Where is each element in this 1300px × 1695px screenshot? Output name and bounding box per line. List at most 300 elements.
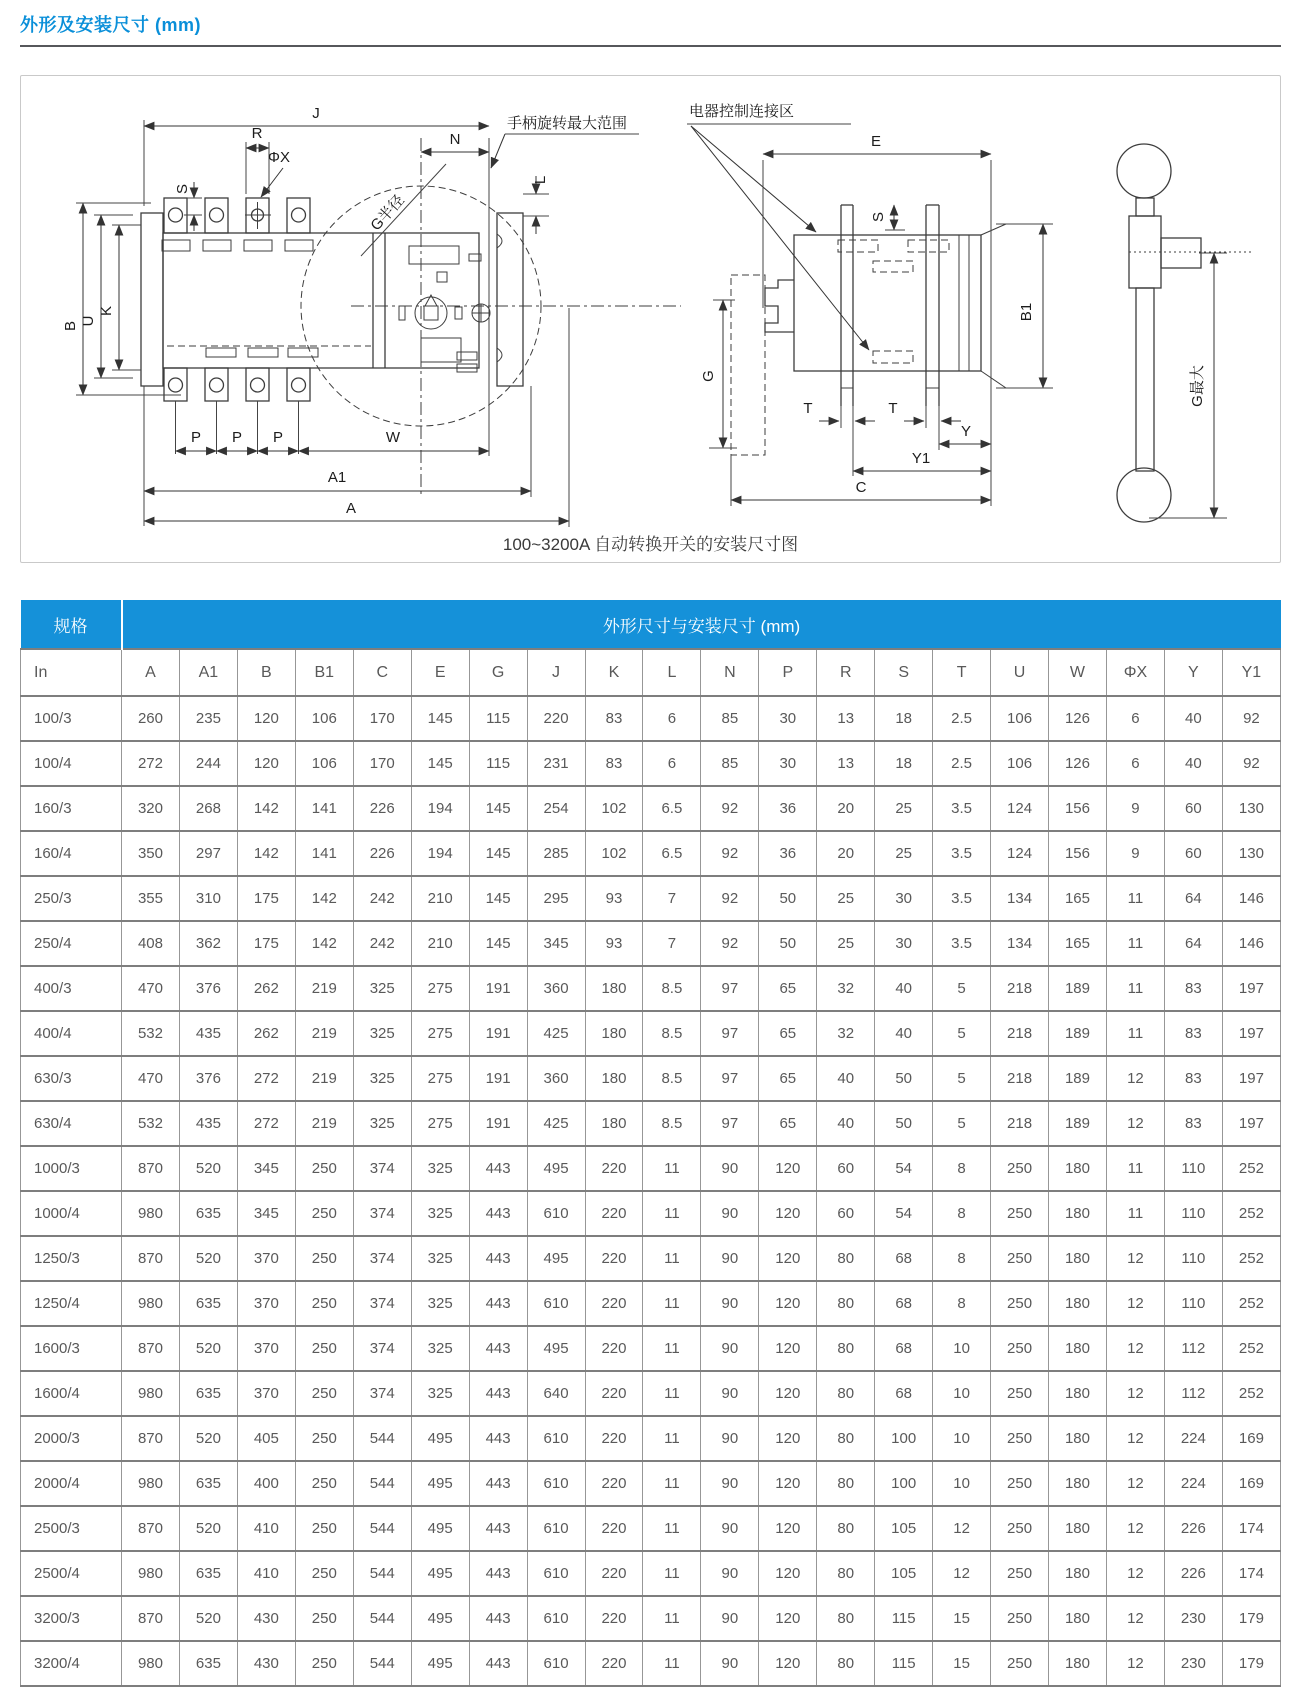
value-cell: 250	[991, 1641, 1049, 1686]
control-area-label: 电器控制连接区	[689, 103, 795, 120]
value-cell: 425	[527, 1101, 585, 1146]
value-cell: 345	[527, 921, 585, 966]
value-cell: 106	[991, 741, 1049, 786]
value-cell: 635	[179, 1371, 237, 1416]
value-cell: 112	[1164, 1326, 1222, 1371]
table-row	[21, 831, 1281, 876]
table-row	[21, 876, 1281, 921]
value-cell: 142	[237, 831, 295, 876]
value-cell: 520	[179, 1506, 237, 1551]
dimensions-table	[20, 600, 1281, 1687]
value-cell: 191	[469, 1056, 527, 1101]
column-header: C	[353, 649, 411, 696]
value-cell: 12	[1106, 1596, 1164, 1641]
value-cell: 50	[875, 1101, 933, 1146]
value-cell: 50	[759, 921, 817, 966]
value-cell: 11	[1106, 921, 1164, 966]
value-cell: 220	[527, 696, 585, 741]
value-cell: 68	[875, 1281, 933, 1326]
table-row	[21, 1146, 1281, 1191]
spec-cell: 1000/3	[21, 1146, 122, 1191]
value-cell: 180	[585, 1011, 643, 1056]
value-cell: 197	[1222, 1011, 1280, 1056]
value-cell: 180	[585, 1101, 643, 1146]
dim-label-l: L	[532, 175, 549, 185]
value-cell: 226	[353, 831, 411, 876]
value-cell: 40	[1164, 696, 1222, 741]
dim-label-g: G	[700, 370, 717, 382]
value-cell: 106	[295, 696, 353, 741]
column-header: S	[875, 649, 933, 696]
dim-label-t2: T	[888, 400, 898, 417]
table-row	[21, 966, 1281, 1011]
value-cell: 11	[1106, 1146, 1164, 1191]
value-cell: 156	[1049, 831, 1107, 876]
value-cell: 174	[1222, 1506, 1280, 1551]
value-cell: 5	[933, 966, 991, 1011]
value-cell: 2.5	[933, 741, 991, 786]
value-cell: 11	[1106, 1011, 1164, 1056]
column-header: K	[585, 649, 643, 696]
value-cell: 242	[353, 876, 411, 921]
value-cell: 102	[585, 831, 643, 876]
dim-label-r: R	[251, 125, 263, 142]
value-cell: 180	[1049, 1326, 1107, 1371]
value-cell: 230	[1164, 1596, 1222, 1641]
dim-label-a1: A1	[327, 469, 347, 486]
spec-cell: 3200/4	[21, 1641, 122, 1686]
value-cell: 210	[411, 876, 469, 921]
value-cell: 220	[585, 1461, 643, 1506]
value-cell: 97	[701, 1101, 759, 1146]
value-cell: 310	[179, 876, 237, 921]
dim-label-t1: T	[803, 400, 813, 417]
dim-label-s-side: S	[870, 211, 887, 223]
spec-cell: 2000/4	[21, 1461, 122, 1506]
value-cell: 145	[411, 696, 469, 741]
value-cell: 8.5	[643, 1101, 701, 1146]
value-cell: 65	[759, 1101, 817, 1146]
value-cell: 13	[817, 696, 875, 741]
value-cell: 220	[585, 1551, 643, 1596]
value-cell: 110	[1164, 1236, 1222, 1281]
column-header: B1	[295, 649, 353, 696]
value-cell: 374	[353, 1191, 411, 1236]
handle-view	[1117, 144, 1251, 522]
column-header: ΦX	[1106, 649, 1164, 696]
diagram-panel	[20, 75, 1281, 563]
value-cell: 25	[875, 831, 933, 876]
value-cell: 80	[817, 1461, 875, 1506]
value-cell: 2.5	[933, 696, 991, 741]
value-cell: 15	[933, 1641, 991, 1686]
value-cell: 120	[759, 1371, 817, 1416]
value-cell: 54	[875, 1146, 933, 1191]
value-cell: 250	[991, 1236, 1049, 1281]
value-cell: 180	[1049, 1506, 1107, 1551]
value-cell: 350	[122, 831, 180, 876]
value-cell: 242	[353, 921, 411, 966]
spec-cell: 100/4	[21, 741, 122, 786]
value-cell: 443	[469, 1191, 527, 1236]
value-cell: 220	[585, 1596, 643, 1641]
value-cell: 495	[527, 1146, 585, 1191]
value-cell: 106	[295, 741, 353, 786]
value-cell: 170	[353, 696, 411, 741]
value-cell: 142	[295, 921, 353, 966]
page-title: 外形及安装尺寸 (mm)	[20, 15, 201, 35]
value-cell: 635	[179, 1551, 237, 1596]
spec-cell: 160/4	[21, 831, 122, 876]
value-cell: 250	[295, 1326, 353, 1371]
value-cell: 297	[179, 831, 237, 876]
value-cell: 8	[933, 1146, 991, 1191]
value-cell: 250	[991, 1506, 1049, 1551]
value-cell: 130	[1222, 831, 1280, 876]
value-cell: 12	[1106, 1371, 1164, 1416]
value-cell: 362	[179, 921, 237, 966]
dim-label-j: J	[312, 105, 320, 122]
value-cell: 8.5	[643, 1011, 701, 1056]
value-cell: 60	[817, 1191, 875, 1236]
value-cell: 3.5	[933, 921, 991, 966]
value-cell: 65	[759, 1056, 817, 1101]
value-cell: 6.5	[643, 831, 701, 876]
value-cell: 231	[527, 741, 585, 786]
value-cell: 90	[701, 1551, 759, 1596]
value-cell: 268	[179, 786, 237, 831]
value-cell: 60	[1164, 831, 1222, 876]
value-cell: 220	[585, 1326, 643, 1371]
side-view-dimensions	[687, 102, 1053, 506]
value-cell: 25	[817, 876, 875, 921]
value-cell: 8.5	[643, 966, 701, 1011]
spec-cell: 1600/3	[21, 1326, 122, 1371]
value-cell: 120	[759, 1236, 817, 1281]
dim-label-b: B	[62, 320, 79, 332]
value-cell: 374	[353, 1281, 411, 1326]
value-cell: 130	[1222, 786, 1280, 831]
value-cell: 250	[295, 1371, 353, 1416]
value-cell: 250	[991, 1551, 1049, 1596]
value-cell: 179	[1222, 1641, 1280, 1686]
value-cell: 443	[469, 1371, 527, 1416]
table-row	[21, 1281, 1281, 1326]
value-cell: 90	[701, 1191, 759, 1236]
value-cell: 260	[122, 696, 180, 741]
value-cell: 325	[411, 1146, 469, 1191]
value-cell: 12	[1106, 1416, 1164, 1461]
value-cell: 262	[237, 1011, 295, 1056]
value-cell: 6	[643, 741, 701, 786]
value-cell: 169	[1222, 1416, 1280, 1461]
value-cell: 169	[1222, 1461, 1280, 1506]
table-row	[21, 1551, 1281, 1596]
value-cell: 610	[527, 1281, 585, 1326]
value-cell: 11	[1106, 966, 1164, 1011]
value-cell: 40	[875, 966, 933, 1011]
value-cell: 252	[1222, 1191, 1280, 1236]
value-cell: 9	[1106, 831, 1164, 876]
value-cell: 197	[1222, 1101, 1280, 1146]
value-cell: 870	[122, 1596, 180, 1641]
g-radius-label: G半径	[367, 191, 408, 235]
value-cell: 194	[411, 831, 469, 876]
spec-cell: 2500/3	[21, 1506, 122, 1551]
value-cell: 8	[933, 1191, 991, 1236]
value-cell: 8	[933, 1281, 991, 1326]
column-header-in: In	[21, 649, 122, 696]
value-cell: 980	[122, 1461, 180, 1506]
column-header: P	[759, 649, 817, 696]
value-cell: 80	[817, 1416, 875, 1461]
value-cell: 7	[643, 921, 701, 966]
value-cell: 25	[817, 921, 875, 966]
value-cell: 285	[527, 831, 585, 876]
value-cell: 18	[875, 696, 933, 741]
value-cell: 120	[237, 696, 295, 741]
value-cell: 610	[527, 1596, 585, 1641]
spec-cell: 630/4	[21, 1101, 122, 1146]
value-cell: 175	[237, 876, 295, 921]
value-cell: 92	[701, 876, 759, 921]
value-cell: 355	[122, 876, 180, 921]
value-cell: 120	[759, 1506, 817, 1551]
spec-cell: 3200/3	[21, 1596, 122, 1641]
value-cell: 226	[1164, 1506, 1222, 1551]
value-cell: 90	[701, 1461, 759, 1506]
column-header: Y1	[1222, 649, 1280, 696]
value-cell: 495	[527, 1326, 585, 1371]
value-cell: 244	[179, 741, 237, 786]
value-cell: 443	[469, 1146, 527, 1191]
value-cell: 115	[469, 741, 527, 786]
value-cell: 197	[1222, 1056, 1280, 1101]
value-cell: 12	[933, 1506, 991, 1551]
dim-label-u: U	[80, 315, 97, 327]
table-row	[21, 921, 1281, 966]
value-cell: 980	[122, 1641, 180, 1686]
value-cell: 320	[122, 786, 180, 831]
value-cell: 219	[295, 966, 353, 1011]
column-header: A1	[179, 649, 237, 696]
value-cell: 10	[933, 1371, 991, 1416]
value-cell: 443	[469, 1551, 527, 1596]
dim-label-a: A	[345, 500, 357, 517]
value-cell: 870	[122, 1506, 180, 1551]
value-cell: 250	[295, 1641, 353, 1686]
value-cell: 92	[1222, 741, 1280, 786]
value-cell: 120	[237, 741, 295, 786]
value-cell: 325	[353, 1056, 411, 1101]
value-cell: 295	[527, 876, 585, 921]
value-cell: 610	[527, 1506, 585, 1551]
value-cell: 60	[817, 1146, 875, 1191]
value-cell: 443	[469, 1281, 527, 1326]
value-cell: 5	[933, 1101, 991, 1146]
value-cell: 219	[295, 1101, 353, 1146]
value-cell: 146	[1222, 921, 1280, 966]
value-cell: 83	[1164, 966, 1222, 1011]
value-cell: 430	[237, 1641, 295, 1686]
value-cell: 370	[237, 1371, 295, 1416]
value-cell: 544	[353, 1506, 411, 1551]
value-cell: 100	[875, 1416, 933, 1461]
value-cell: 120	[759, 1146, 817, 1191]
value-cell: 11	[1106, 876, 1164, 921]
value-cell: 5	[933, 1011, 991, 1056]
value-cell: 262	[237, 966, 295, 1011]
value-cell: 179	[1222, 1596, 1280, 1641]
value-cell: 7	[643, 876, 701, 921]
value-cell: 97	[701, 966, 759, 1011]
value-cell: 610	[527, 1551, 585, 1596]
value-cell: 80	[817, 1371, 875, 1416]
value-cell: 12	[933, 1551, 991, 1596]
value-cell: 134	[991, 876, 1049, 921]
value-cell: 11	[643, 1506, 701, 1551]
value-cell: 40	[875, 1011, 933, 1056]
dim-label-e: E	[870, 133, 882, 150]
value-cell: 254	[527, 786, 585, 831]
value-cell: 85	[701, 741, 759, 786]
dim-label-p3: P	[272, 429, 284, 446]
value-cell: 30	[875, 921, 933, 966]
value-cell: 25	[875, 786, 933, 831]
value-cell: 90	[701, 1146, 759, 1191]
technical-drawing	[21, 76, 1281, 528]
value-cell: 250	[295, 1461, 353, 1506]
value-cell: 220	[585, 1371, 643, 1416]
value-cell: 12	[1106, 1281, 1164, 1326]
value-cell: 180	[1049, 1371, 1107, 1416]
value-cell: 65	[759, 1011, 817, 1056]
value-cell: 325	[411, 1326, 469, 1371]
value-cell: 3.5	[933, 786, 991, 831]
value-cell: 80	[817, 1641, 875, 1686]
value-cell: 226	[353, 786, 411, 831]
spec-cell: 1000/4	[21, 1191, 122, 1236]
value-cell: 92	[1222, 696, 1280, 741]
column-header-row	[21, 649, 1281, 696]
value-cell: 980	[122, 1371, 180, 1416]
value-cell: 11	[643, 1326, 701, 1371]
value-cell: 325	[411, 1236, 469, 1281]
value-cell: 345	[237, 1146, 295, 1191]
value-cell: 219	[295, 1011, 353, 1056]
value-cell: 360	[527, 1056, 585, 1101]
value-cell: 635	[179, 1641, 237, 1686]
value-cell: 8.5	[643, 1056, 701, 1101]
column-header: U	[991, 649, 1049, 696]
spec-cell: 1250/4	[21, 1281, 122, 1326]
value-cell: 250	[991, 1461, 1049, 1506]
value-cell: 120	[759, 1416, 817, 1461]
value-cell: 105	[875, 1551, 933, 1596]
value-cell: 83	[1164, 1056, 1222, 1101]
table-row	[21, 696, 1281, 741]
value-cell: 92	[701, 921, 759, 966]
value-cell: 175	[237, 921, 295, 966]
value-cell: 40	[817, 1101, 875, 1146]
diagram-caption: 100~3200A 自动转换开关的安装尺寸图	[502, 535, 799, 554]
spec-cell: 1250/3	[21, 1236, 122, 1281]
column-header: Y	[1164, 649, 1222, 696]
value-cell: 250	[295, 1551, 353, 1596]
value-cell: 443	[469, 1416, 527, 1461]
spec-cell: 1600/4	[21, 1371, 122, 1416]
value-cell: 32	[817, 1011, 875, 1056]
value-cell: 610	[527, 1641, 585, 1686]
value-cell: 112	[1164, 1371, 1222, 1416]
table-row	[21, 1641, 1281, 1686]
value-cell: 180	[1049, 1596, 1107, 1641]
value-cell: 80	[817, 1281, 875, 1326]
value-cell: 180	[1049, 1416, 1107, 1461]
value-cell: 194	[411, 786, 469, 831]
value-cell: 435	[179, 1011, 237, 1056]
value-cell: 90	[701, 1416, 759, 1461]
column-header: J	[527, 649, 585, 696]
value-cell: 272	[237, 1101, 295, 1146]
value-cell: 189	[1049, 1101, 1107, 1146]
value-cell: 106	[991, 696, 1049, 741]
value-cell: 219	[295, 1056, 353, 1101]
value-cell: 120	[759, 1551, 817, 1596]
value-cell: 374	[353, 1146, 411, 1191]
dim-label-p1: P	[190, 429, 202, 446]
value-cell: 230	[1164, 1641, 1222, 1686]
column-header: L	[643, 649, 701, 696]
spec-cell: 250/4	[21, 921, 122, 966]
table-row	[21, 1506, 1281, 1551]
value-cell: 250	[295, 1236, 353, 1281]
value-cell: 5	[933, 1056, 991, 1101]
value-cell: 156	[1049, 786, 1107, 831]
dim-label-p2: P	[231, 429, 243, 446]
value-cell: 80	[817, 1326, 875, 1371]
value-cell: 224	[1164, 1461, 1222, 1506]
value-cell: 189	[1049, 966, 1107, 1011]
value-cell: 635	[179, 1191, 237, 1236]
dim-label-n: N	[449, 131, 461, 148]
value-cell: 92	[701, 786, 759, 831]
value-cell: 495	[411, 1461, 469, 1506]
value-cell: 210	[411, 921, 469, 966]
value-cell: 120	[759, 1596, 817, 1641]
value-cell: 9	[1106, 786, 1164, 831]
value-cell: 250	[991, 1191, 1049, 1236]
table-row	[21, 1596, 1281, 1641]
table-body	[21, 696, 1281, 1686]
dim-label-k: K	[98, 305, 115, 317]
value-cell: 376	[179, 966, 237, 1011]
value-cell: 250	[991, 1371, 1049, 1416]
value-cell: 97	[701, 1056, 759, 1101]
value-cell: 30	[759, 741, 817, 786]
value-cell: 220	[585, 1416, 643, 1461]
value-cell: 250	[991, 1416, 1049, 1461]
value-cell: 83	[585, 741, 643, 786]
value-cell: 50	[759, 876, 817, 921]
spec-cell: 630/3	[21, 1056, 122, 1101]
value-cell: 544	[353, 1416, 411, 1461]
value-cell: 218	[991, 1101, 1049, 1146]
value-cell: 141	[295, 786, 353, 831]
dim-label-c: C	[855, 479, 867, 496]
value-cell: 3.5	[933, 876, 991, 921]
value-cell: 92	[701, 831, 759, 876]
